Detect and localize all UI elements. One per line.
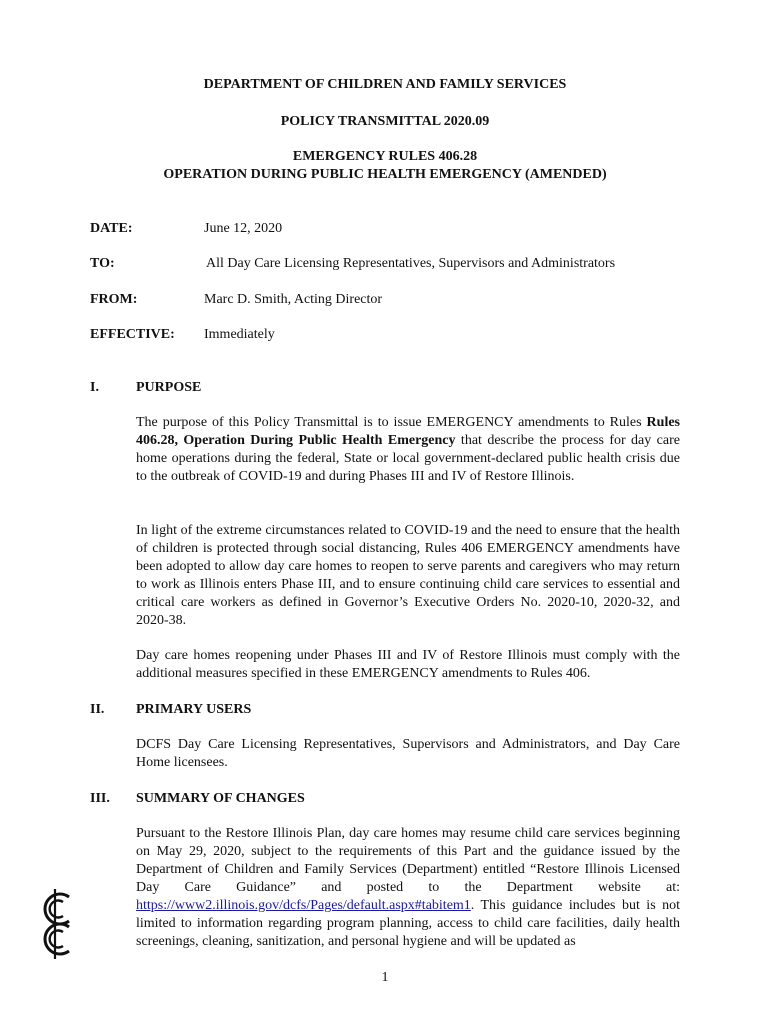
changes-p1-rest: . This guidance includes but is not limited to information regarding program planning, access to child care facilities, daily health screenings, cleaning, sanitization, and personal hygiene and will be updated as: [136, 898, 680, 949]
effective-value: Immediately: [204, 327, 275, 342]
page-number: 1: [381, 970, 389, 985]
purpose-p1-bold: Rules 406.28, Operation During Public Health Emergency: [136, 415, 680, 448]
purpose-paragraph-1: [136, 414, 680, 486]
users-paragraph: DCFS Day Care Licensing Representatives, Supervisors and Administrators, and Day Care Home licensees.: [136, 737, 680, 770]
cc-logo-icon: [36, 888, 74, 960]
purpose-paragraph-2: In light of the extreme circumstances related to COVID-19 and the need to ensure that the health of children is protected through social distancing, Rules 406 EMERGENCY amendments have been adopted to allow day care homes to reopen to serve parents and caregivers who may return to work as Illinois enters Phase III, and to ensure continuing child care services to essential and critical care workers as defined in Governor’s Executive Orders No. 2020-10, 2020-32, and 2020-38.: [136, 523, 680, 628]
to-value: All Day Care Licensing Representatives, Supervisors and Administrators: [206, 256, 616, 271]
purpose-p1-rest: that describe the process for day care home operations during the federal, State or local government-declared public health crisis due to the outbreak of COVID-19 and during Phases III and IV of Restore Illinois.: [136, 433, 680, 484]
section-title-purpose: PURPOSE: [136, 380, 202, 395]
restore-illinois-guidance-link[interactable]: https://www2.illinois.gov/dcfs/Pages/default.aspx#tabitem1: [136, 898, 471, 913]
department-heading: DEPARTMENT OF CHILDREN AND FAMILY SERVICES: [203, 77, 567, 92]
section-number-purpose: I.: [90, 380, 99, 395]
section-title-users: PRIMARY USERS: [136, 702, 252, 717]
purpose-paragraph-3: Day care homes reopening under Phases III and IV of Restore Illinois must comply with the additional measures specified in these EMERGENCY amendments to Rules 406.: [136, 648, 680, 681]
section-title-changes: SUMMARY OF CHANGES: [136, 791, 305, 806]
transmittal-heading: POLICY TRANSMITTAL 2020.09: [280, 114, 490, 129]
effective-label: EFFECTIVE:: [90, 327, 175, 342]
date-value: June 12, 2020: [204, 221, 283, 236]
purpose-p1-text: The purpose of this Policy Transmittal is to issue EMERGENCY amendments to Rules: [136, 415, 647, 430]
date-label: DATE:: [90, 221, 133, 236]
section-number-changes: III.: [90, 791, 110, 806]
changes-paragraph: [136, 825, 680, 951]
changes-p1-text: Pursuant to the Restore Illinois Plan, day care homes may resume child care services beginning on May 29, 2020, subject to the requirements of this Part and the guidance issued by the Department of Children and Family Services (Department) entitled “Restore Illinois Licensed Day Care Guidance” and posted to the Department website at:: [136, 826, 680, 895]
from-label: FROM:: [90, 292, 138, 307]
to-label: TO:: [90, 256, 115, 271]
from-value: Marc D. Smith, Acting Director: [204, 292, 383, 307]
rules-heading: EMERGENCY RULES 406.28: [292, 149, 478, 164]
section-number-users: II.: [90, 702, 105, 717]
subject-heading: OPERATION DURING PUBLIC HEALTH EMERGENCY (AMENDED): [163, 167, 607, 182]
